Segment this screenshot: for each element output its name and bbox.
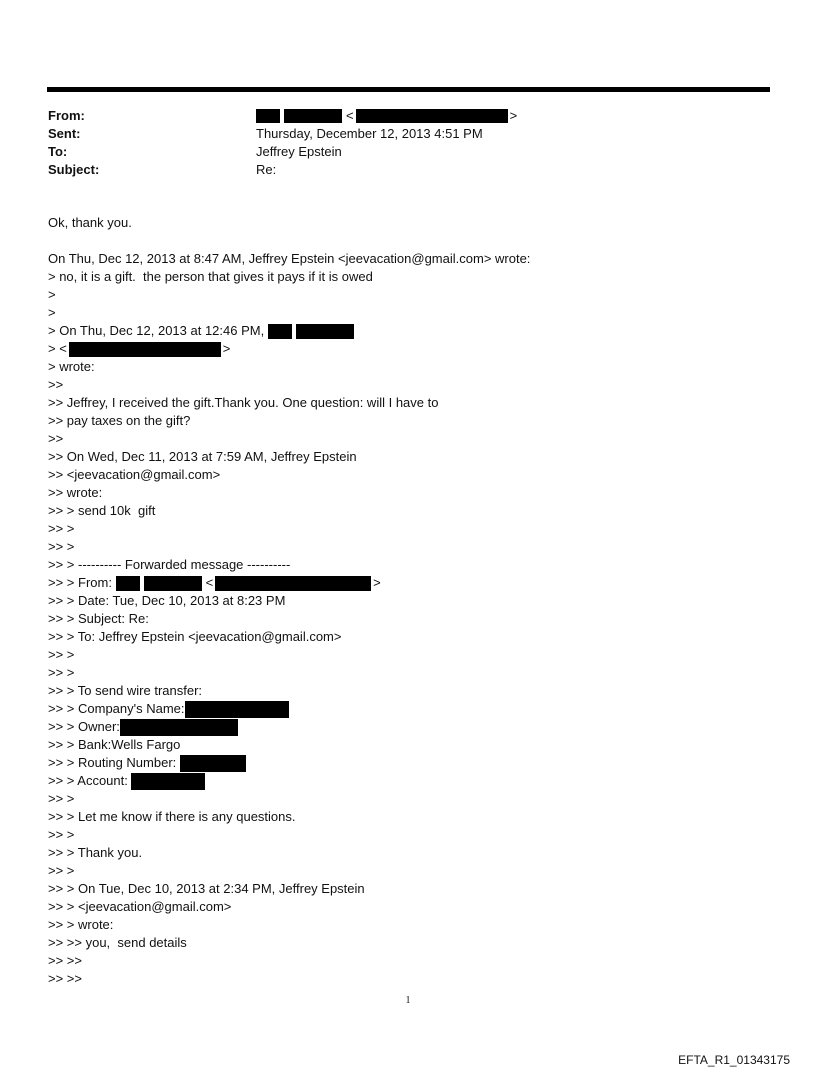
body-line: >>	[48, 431, 64, 446]
page-number: 1	[405, 995, 411, 1006]
body-line: >> >>	[48, 953, 82, 968]
quoted-header-text: > On Thu, Dec 12, 2013 at 12:46 PM,	[48, 323, 268, 338]
body-line: >> wrote:	[48, 485, 103, 500]
from-close-bracket: >	[509, 108, 518, 123]
redaction-block	[256, 109, 280, 123]
body-line: >> >	[48, 647, 75, 662]
body-line: On Thu, Dec 12, 2013 at 8:47 AM, Jeffrey Epstein <jeevacation@gmail.com> wrote:	[48, 251, 531, 266]
body-line: >> <jeevacation@gmail.com>	[48, 467, 221, 482]
body-line: >> > send 10k gift	[48, 503, 156, 518]
from-open-bracket: <	[346, 108, 354, 123]
body-line	[48, 718, 768, 736]
forwarded-from-label: >> > From:	[48, 575, 116, 590]
redaction-block	[185, 701, 289, 718]
body-line: >> > Thank you.	[48, 845, 143, 860]
document-id: EFTA_R1_01343175	[678, 1053, 790, 1067]
forwarded-close-bracket: >	[373, 575, 381, 590]
from-value	[256, 107, 517, 125]
owner-label: >> > Owner:	[48, 719, 120, 734]
quoted-open-bracket: > <	[48, 341, 67, 356]
account-label: >> > Account:	[48, 773, 132, 788]
routing-number-label: >> > Routing Number:	[48, 755, 180, 770]
email-body	[48, 214, 768, 988]
subject-label: Subject:	[48, 162, 100, 177]
body-line: >> > To send wire transfer:	[48, 683, 203, 698]
redaction-block	[69, 342, 221, 357]
forwarded-open-bracket: <	[205, 575, 214, 590]
redaction-block	[356, 109, 508, 123]
to-value: Jeffrey Epstein	[256, 144, 342, 159]
redaction-block	[296, 324, 354, 339]
body-line: >>	[48, 377, 64, 392]
body-line: >> > ---------- Forwarded message ----------	[48, 557, 291, 572]
body-line: >	[48, 287, 56, 302]
redaction-block	[215, 576, 371, 591]
body-line: >> > To: Jeffrey Epstein <jeevacation@gmail.com>	[48, 629, 342, 644]
subject-value: Re:	[256, 162, 277, 177]
body-line: >> Jeffrey, I received the gift.Thank you. One question: will I have to	[48, 395, 439, 410]
body-line: >> On Wed, Dec 11, 2013 at 7:59 AM, Jeffrey Epstein	[48, 449, 357, 464]
company-name-label: >> > Company's Name:	[48, 701, 185, 716]
body-line: >> >> you, send details	[48, 935, 187, 950]
body-line	[48, 754, 768, 772]
body-line: > wrote:	[48, 359, 95, 374]
body-line: > no, it is a gift. the person that gives it pays if it is owed	[48, 269, 373, 284]
body-line: >> >	[48, 827, 75, 842]
body-line: >> > Date: Tue, Dec 10, 2013 at 8:23 PM	[48, 593, 286, 608]
body-line: >> > wrote:	[48, 917, 114, 932]
body-line: >> > Let me know if there is any questions.	[48, 809, 296, 824]
body-line: >> pay taxes on the gift?	[48, 413, 191, 428]
body-line: >> >	[48, 521, 75, 536]
redaction-block	[120, 719, 238, 736]
body-line: >> >>	[48, 971, 82, 986]
body-line: >> > <jeevacation@gmail.com>	[48, 899, 232, 914]
from-label: From:	[48, 108, 85, 123]
body-line	[48, 322, 768, 340]
body-line	[48, 700, 768, 718]
body-line: >> > On Tue, Dec 10, 2013 at 2:34 PM, Jeffrey Epstein	[48, 881, 365, 896]
quoted-close-bracket: >	[222, 341, 231, 356]
body-line: >> > Bank:Wells Fargo	[48, 737, 181, 752]
body-line	[48, 340, 768, 358]
blank-line	[48, 232, 768, 250]
redaction-block	[131, 773, 205, 790]
redaction-block	[180, 755, 246, 772]
body-line	[48, 772, 768, 790]
body-line: >> >	[48, 539, 75, 554]
redaction-block	[284, 109, 342, 123]
body-line: >> >	[48, 791, 75, 806]
redaction-block	[268, 324, 292, 339]
sent-value: Thursday, December 12, 2013 4:51 PM	[256, 126, 483, 141]
body-line: >	[48, 305, 56, 320]
body-line: >> > Subject: Re:	[48, 611, 149, 626]
redaction-block	[144, 576, 202, 591]
to-label: To:	[48, 144, 68, 159]
body-line: >> >	[48, 665, 75, 680]
redaction-block	[116, 576, 140, 591]
body-line: >> >	[48, 863, 75, 878]
body-line: Ok, thank you.	[48, 215, 132, 230]
sent-label: Sent:	[48, 126, 81, 141]
header-rule	[47, 87, 770, 92]
body-line	[48, 574, 768, 592]
